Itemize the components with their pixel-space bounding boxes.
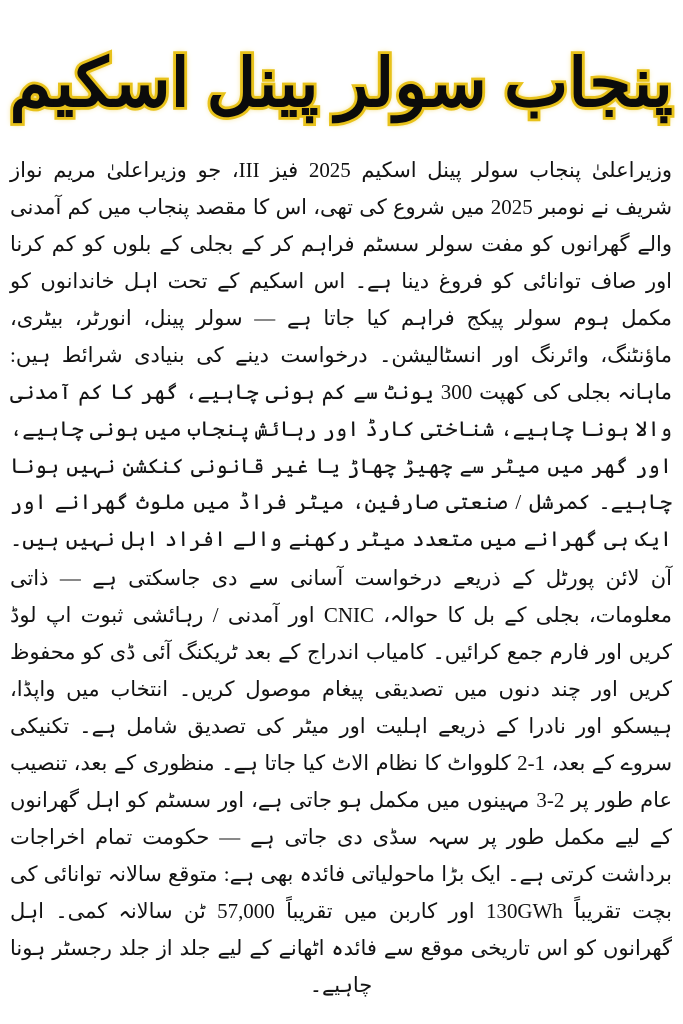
article-body xyxy=(10,152,672,1020)
headline-banner xyxy=(0,22,683,147)
page-title: پنجاب سولر پینل اسکیم xyxy=(9,46,674,121)
paragraph-scheme-overview: وزیراعلیٰ پنجاب سولر پینل اسکیم 2025 فیز III، جو وزیراعلیٰ مریم نواز شریف نے نومبر 2025 میں شروع کی تھی، اس کا مقصد پنجاب میں کم آمدنی والے گھرانوں کو مفت سولر سسٹم فراہم کر کے بجلی کے بلوں کو کم کرنا اور صاف توانائی کو فروغ دینا ہے۔ اس اسکیم کے تحت اہل خاندانوں کو مکمل ہوم سولر پیکج فراہم کیا جاتا ہے — سولر پینل، انورٹر، بیٹری، ماؤنٹنگ، وائرنگ اور انسٹالیشن۔ درخواست دینے کی بنیادی شرائط ہیں: ماہانہ بجلی کی کھپت 300 یونٹ سے کم ہونی چاہیے، گھر کا کم آمدنی والا ہونا چاہیے، شناختی کارڈ اور رہائش پنجاب میں ہونی چاہیے، اور گھر میں میٹر سے چھیڑ چھاڑ یا غیر قانونی کنکشن نہیں ہونا چاہیے۔ کمرشل / صنعتی صارفین، میٹر فراڈ میں ملوث گھرانے اور ایک ہی گھرانے میں متعدد میٹر رکھنے والے افراد اہل نہیں ہیں۔ xyxy=(10,158,673,552)
paragraph-application-process: آن لائن پورٹل کے ذریعے درخواست آسانی سے دی جاسکتی ہے — ذاتی معلومات، بجلی کے بل کا حوالہ، CNIC اور آمدنی / رہائشی ثبوت اپ لوڈ کریں اور فارم جمع کرائیں۔ کامیاب اندراج کے بعد ٹریکنگ آئی ڈی کو محفوظ کریں اور چند دنوں میں تصدیقی پیغام موصول کریں۔ انتخاب میں واپڈا، ہیسکو اور نادرا کے ذریعے اہلیت اور میٹر کی تصدیق شامل ہے۔ تکنیکی سروے کے بعد، 1-2 کلوواٹ کا نظام الاٹ کیا جاتا ہے۔ منظوری کے بعد، تنصیب عام طور پر 2-3 مہینوں میں مکمل ہو جاتی ہے، اور سسٹم کو اہل گھرانوں کے لیے مکمل طور پر سہہ سڈی دی جاتی ہے — حکومت تمام اخراجات برداشت کرتی ہے۔ ایک بڑا ماحولیاتی فائدہ بھی ہے: متوقع سالانہ توانائی کی بچت تقریباً 130GWh اور کاربن میں تقریباً 57,000 ٹن سالانہ کمی۔ اہل گھرانوں کو اس تاریخی موقع سے فائدہ اٹھانے کے لیے جلد از جلد رجسٹر ہونا چاہیے۔ xyxy=(10,566,672,997)
